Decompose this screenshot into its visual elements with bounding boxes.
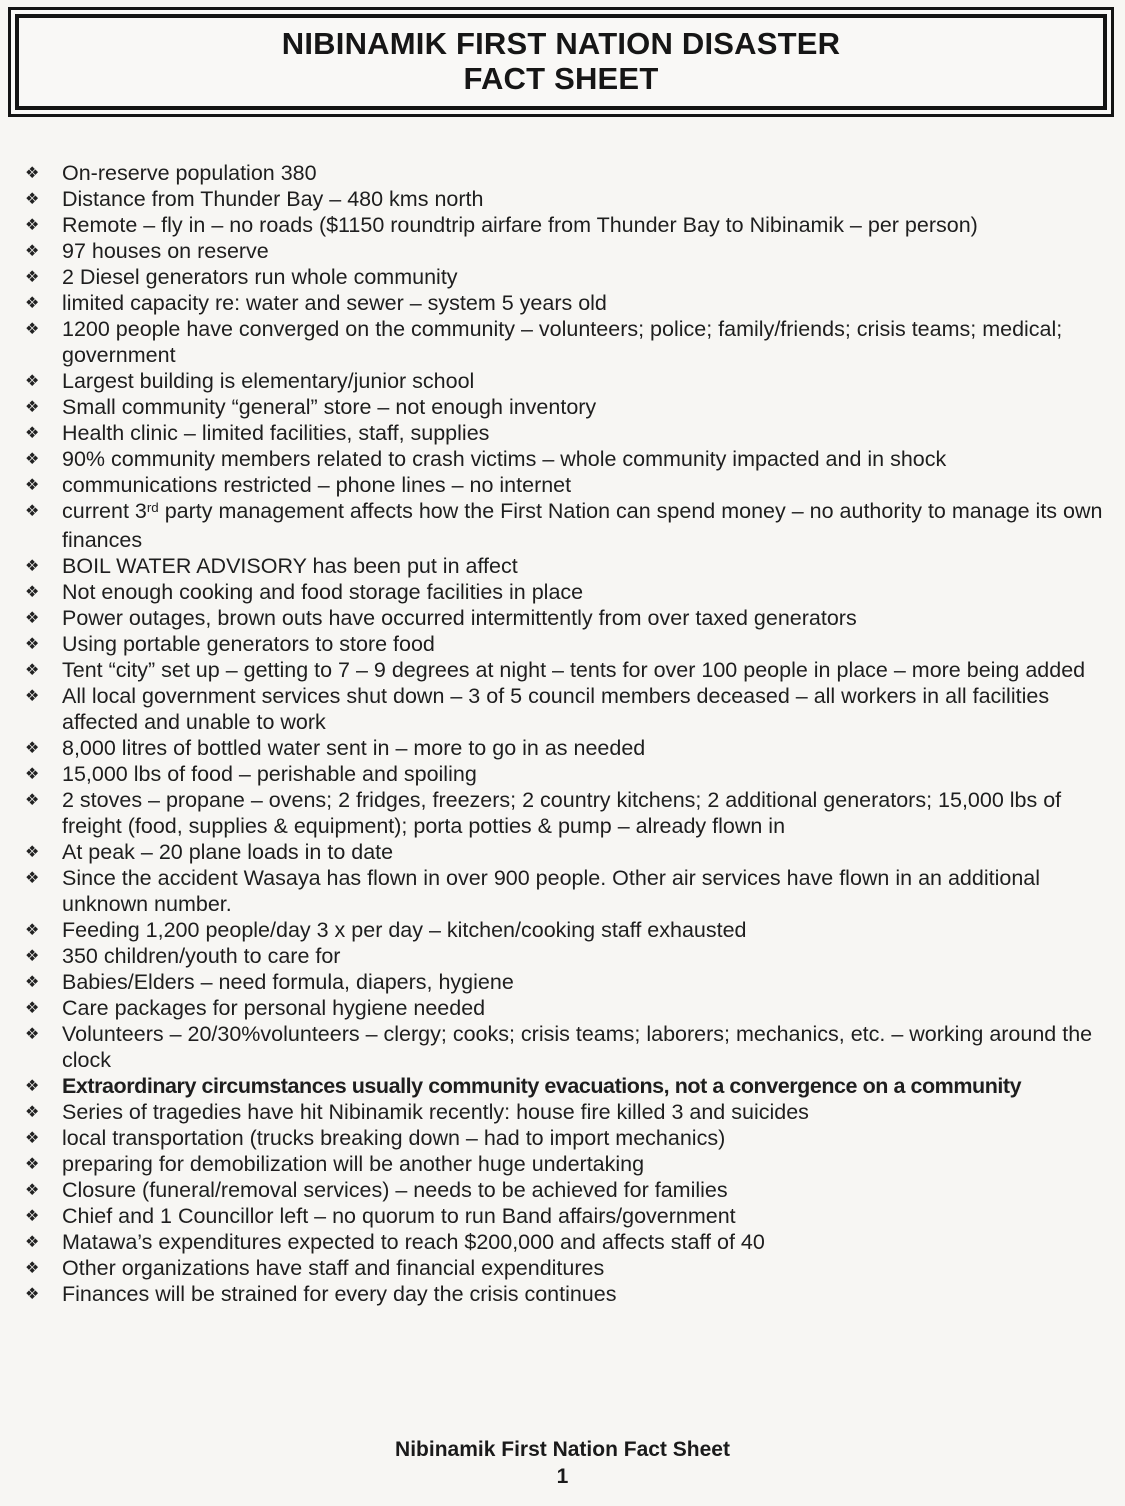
fact-text: limited capacity re: water and sewer – system 5 years old: [62, 291, 607, 315]
fact-item: [25, 186, 1113, 212]
fact-item: [25, 1099, 1113, 1125]
diamond-bullet-icon: ❖: [25, 1102, 40, 1121]
diamond-bullet-icon: ❖: [25, 738, 40, 757]
fact-item: [25, 290, 1113, 316]
diamond-bullet-icon: ❖: [25, 946, 40, 965]
fact-item: [25, 1203, 1113, 1229]
fact-item: [25, 735, 1113, 761]
fact-text: Tent “city” set up – getting to 7 – 9 degrees at night – tents for over 100 people in place – more being added: [62, 658, 1086, 682]
ordinal-superscript: rd: [146, 500, 159, 516]
diamond-bullet-icon: ❖: [25, 1284, 40, 1303]
fact-item: [25, 1229, 1113, 1255]
diamond-bullet-icon: ❖: [25, 634, 40, 653]
fact-text: Finances will be strained for every day the crisis continues: [62, 1282, 617, 1306]
fact-list: [0, 160, 1125, 1307]
diamond-bullet-icon: ❖: [25, 293, 40, 312]
fact-item: [25, 1151, 1113, 1177]
fact-text: 350 children/youth to care for: [62, 944, 341, 968]
diamond-bullet-icon: ❖: [25, 1076, 40, 1095]
fact-item: [25, 683, 1113, 735]
fact-text: Babies/Elders – need formula, diapers, hygiene: [62, 970, 514, 994]
fact-text: Volunteers – 20/30%volunteers – clergy; cooks; crisis teams; laborers; mechanics, etc. – working around the clock: [62, 1022, 1093, 1072]
diamond-bullet-icon: ❖: [25, 475, 40, 494]
fact-item: [25, 865, 1113, 917]
document-title-line-1: NIBINAMIK FIRST NATION DISASTER: [281, 26, 841, 61]
diamond-bullet-icon: ❖: [25, 501, 40, 520]
fact-text: 2 Diesel generators run whole community: [62, 265, 458, 289]
diamond-bullet-icon: ❖: [25, 215, 40, 234]
diamond-bullet-icon: ❖: [25, 556, 40, 575]
fact-text: Feeding 1,200 people/day 3 x per day – kitchen/cooking staff exhausted: [62, 918, 747, 942]
fact-item: [25, 212, 1113, 238]
diamond-bullet-icon: ❖: [25, 998, 40, 1017]
fact-item: [25, 1255, 1113, 1281]
fact-text: Using portable generators to store food: [62, 632, 435, 656]
fact-text: Power outages, brown outs have occurred intermittently from over taxed generators: [62, 606, 857, 630]
fact-item: [25, 316, 1113, 368]
diamond-bullet-icon: ❖: [25, 189, 40, 208]
diamond-bullet-icon: ❖: [25, 608, 40, 627]
fact-item: [25, 579, 1113, 605]
fact-text: 8,000 litres of bottled water sent in – more to go in as needed: [62, 736, 646, 760]
diamond-bullet-icon: ❖: [25, 842, 40, 861]
fact-item: [25, 264, 1113, 290]
fact-item: [25, 1021, 1113, 1073]
diamond-bullet-icon: ❖: [25, 868, 40, 887]
fact-text: On-reserve population 380: [62, 161, 317, 185]
fact-item: [25, 631, 1113, 657]
fact-text: 2 stoves – propane – ovens; 2 fridges, freezers; 2 country kitchens; 2 additional generators; 15,000 lbs of freight (food, supplies & equipment); porta potties & pump – already flown in: [62, 788, 1062, 838]
diamond-bullet-icon: ❖: [25, 1180, 40, 1199]
diamond-bullet-icon: ❖: [25, 1232, 40, 1251]
fact-text: Health clinic – limited facilities, staff, supplies: [62, 421, 490, 445]
diamond-bullet-icon: ❖: [25, 241, 40, 260]
footer-title: Nibinamik First Nation Fact Sheet: [395, 1438, 730, 1461]
fact-item: [25, 1281, 1113, 1307]
title-box-inner: [15, 14, 1107, 110]
fact-text: Care packages for personal hygiene needed: [62, 996, 486, 1020]
page-footer: [0, 1436, 1125, 1490]
fact-text: BOIL WATER ADVISORY has been put in affect: [62, 554, 518, 578]
fact-text: Series of tragedies have hit Nibinamik recently: house fire killed 3 and suicides: [62, 1100, 809, 1124]
diamond-bullet-icon: ❖: [25, 397, 40, 416]
diamond-bullet-icon: ❖: [25, 371, 40, 390]
fact-text: Extraordinary circumstances usually community evacuations, not a convergence on a community: [62, 1074, 1022, 1098]
fact-text: Closure (funeral/removal services) – needs to be achieved for families: [62, 1178, 728, 1202]
fact-text: Chief and 1 Councillor left – no quorum to run Band affairs/government: [62, 1204, 736, 1228]
diamond-bullet-icon: ❖: [25, 790, 40, 809]
fact-text: Not enough cooking and food storage facilities in place: [62, 580, 584, 604]
fact-item: [25, 761, 1113, 787]
fact-text: Remote – fly in – no roads ($1150 roundtrip airfare from Thunder Bay to Nibinamik – per person): [62, 213, 978, 237]
fact-text: 90% community members related to crash victims – whole community impacted and in shock: [62, 447, 947, 471]
fact-item: [25, 160, 1113, 186]
fact-item: [25, 917, 1113, 943]
diamond-bullet-icon: ❖: [25, 163, 40, 182]
diamond-bullet-icon: ❖: [25, 582, 40, 601]
fact-text: Since the accident Wasaya has flown in over 900 people. Other air services have flown in an additional unknown number.: [62, 866, 1041, 916]
diamond-bullet-icon: ❖: [25, 449, 40, 468]
diamond-bullet-icon: ❖: [25, 319, 40, 338]
fact-text: 1200 people have converged on the community – volunteers; police; family/friends; crisis teams; medical; government: [62, 317, 1063, 367]
fact-text: 97 houses on reserve: [62, 239, 269, 263]
fact-item: [25, 394, 1113, 420]
fact-text: preparing for demobilization will be another huge undertaking: [62, 1152, 645, 1176]
fact-item: [25, 472, 1113, 498]
fact-text: Other organizations have staff and financial expenditures: [62, 1256, 605, 1280]
fact-item: [25, 787, 1113, 839]
fact-text: At peak – 20 plane loads in to date: [62, 840, 394, 864]
fact-item: [25, 498, 1113, 553]
diamond-bullet-icon: ❖: [25, 1024, 40, 1043]
diamond-bullet-icon: ❖: [25, 660, 40, 679]
fact-item: [25, 1073, 1113, 1099]
fact-text: Largest building is elementary/junior school: [62, 369, 475, 393]
fact-item: [25, 657, 1113, 683]
fact-text: 15,000 lbs of food – perishable and spoiling: [62, 762, 477, 786]
fact-item: [25, 1177, 1113, 1203]
title-box: [8, 7, 1114, 117]
fact-text: communications restricted – phone lines – no internet: [62, 473, 572, 497]
fact-item: [25, 238, 1113, 264]
fact-item: [25, 553, 1113, 579]
diamond-bullet-icon: ❖: [25, 764, 40, 783]
fact-text: Matawa’s expenditures expected to reach $200,000 and affects staff of 40: [62, 1230, 765, 1254]
fact-item: [25, 839, 1113, 865]
fact-item: [25, 605, 1113, 631]
fact-text: local transportation (trucks breaking down – had to import mechanics): [62, 1126, 726, 1150]
diamond-bullet-icon: ❖: [25, 1128, 40, 1147]
fact-item: [25, 995, 1113, 1021]
document-title-line-2: FACT SHEET: [463, 61, 659, 96]
fact-item: [25, 446, 1113, 472]
fact-text: current 3rd party management affects how the First Nation can spend money – no authority to manage its own finances: [62, 499, 1103, 552]
fact-item: [25, 1125, 1113, 1151]
fact-item: [25, 420, 1113, 446]
fact-text: Distance from Thunder Bay – 480 kms north: [62, 187, 484, 211]
fact-text: All local government services shut down – 3 of 5 council members deceased – all workers in all facilities affected and unable to work: [62, 684, 1050, 734]
diamond-bullet-icon: ❖: [25, 686, 40, 705]
diamond-bullet-icon: ❖: [25, 423, 40, 442]
diamond-bullet-icon: ❖: [25, 972, 40, 991]
diamond-bullet-icon: ❖: [25, 267, 40, 286]
diamond-bullet-icon: ❖: [25, 1154, 40, 1173]
fact-item: [25, 943, 1113, 969]
fact-text: Small community “general” store – not enough inventory: [62, 395, 597, 419]
fact-item: [25, 368, 1113, 394]
diamond-bullet-icon: ❖: [25, 1258, 40, 1277]
fact-item: [25, 969, 1113, 995]
diamond-bullet-icon: ❖: [25, 920, 40, 939]
diamond-bullet-icon: ❖: [25, 1206, 40, 1225]
page-number: 1: [556, 1465, 569, 1488]
